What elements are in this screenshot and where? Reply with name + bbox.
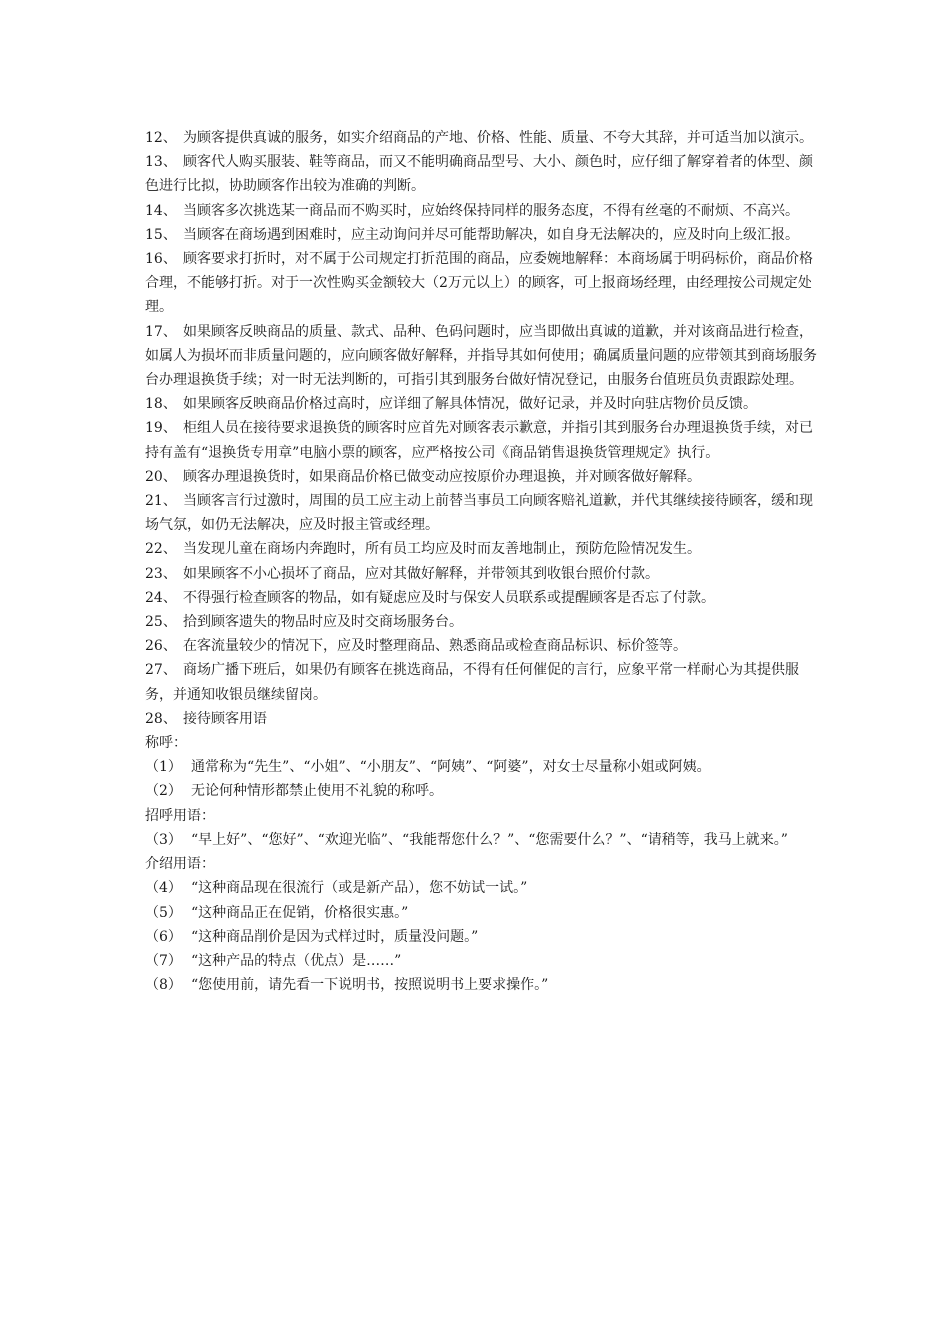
section-heading-greeting: 招呼用语： [145,807,215,824]
item-number: 21、 [145,493,177,510]
item-text: 如果顾客反映商品价格过高时，应详细了解具体情况，做好记录，并及时向驻店物价员反馈。 [183,396,757,413]
item-number: 16、 [145,251,177,268]
rule-item-28 [145,707,817,731]
item-number: 13、 [145,154,177,171]
phrase-item-7 [145,949,817,973]
phrase-text: “这种商品正在促销，价格很实惠。” [191,904,409,921]
item-text: 为顾客提供真诚的服务，如实介绍商品的产地、价格、性能、质量、不夸大其辞，并可适当加以演示。 [183,130,813,146]
item-number: 20、 [145,468,177,485]
rule-item-13 [145,150,817,198]
item-number: 23、 [145,565,177,582]
item-number: 22、 [145,541,177,558]
rule-item-15 [145,223,817,247]
rule-item-19 [145,416,817,464]
item-text: 商场广播下班后，如果仍有顾客在挑选商品，不得有任何催促的言行，应象平常一样耐心为其提供服务，并通知收银员继续留岗。 [145,662,799,703]
phrase-number: （2） [145,783,182,800]
item-number: 27、 [145,662,177,679]
item-text: 当顾客多次挑选某一商品而不购买时，应始终保持同样的服务态度，不得有丝毫的不耐烦、不高兴。 [183,202,799,219]
rule-item-27 [145,658,817,706]
rule-item-14 [145,199,817,223]
item-text: 接待顾客用语 [183,710,267,727]
item-text: 顾客要求打折时，对不属于公司规定打折范围的商品，应委婉地解释：本商场属于明码标价，商品价格合理，不能够打折。对于一次性购买金额较大（2万元以上）的顾客，可上报商场经理，由经理按公司规定处理。 [145,251,813,316]
phrase-item-5 [145,901,817,925]
item-number: 18、 [145,396,177,413]
rule-item-23 [145,562,817,586]
item-number: 25、 [145,614,177,631]
item-text: 当顾客在商场遇到困难时，应主动询问并尽可能帮助解决，如自身无法解决的，应及时向上级汇报。 [183,226,799,243]
document-body [145,126,817,997]
item-number: 15、 [145,226,177,243]
phrase-text: “早上好”、“您好”、“欢迎光临”、“我能帮您什么？”、“您需要什么？”、“请稍等，我马上就来。” [191,831,788,848]
phrase-number: （1） [145,759,182,776]
section-heading-intro: 介绍用语： [145,856,215,873]
phrase-number: （8） [145,977,182,994]
item-number: 19、 [145,420,177,437]
phrase-text: “您使用前，请先看一下说明书，按照说明书上要求操作。” [191,977,549,994]
item-number: 12、 [145,130,177,146]
section-heading-address: 称呼： [145,735,187,752]
phrase-number: （4） [145,880,182,897]
rule-item-24 [145,586,817,610]
item-text: 拾到顾客遗失的物品时应及时交商场服务台。 [183,614,463,631]
item-number: 24、 [145,589,177,606]
phrase-item-6 [145,925,817,949]
phrase-text: “这种商品现在很流行（或是新产品），您不妨试一试。” [191,880,528,897]
rule-item-17 [145,320,817,393]
phrase-item-2 [145,779,817,803]
rule-item-16 [145,247,817,320]
rule-item-21 [145,489,817,537]
rule-item-20 [145,465,817,489]
item-number: 17、 [145,323,177,340]
phrase-number: （5） [145,904,182,921]
item-text: 不得强行检查顾客的物品，如有疑虑应及时与保安人员联系或提醒顾客是否忘了付款。 [183,589,715,606]
phrase-number: （7） [145,952,182,969]
phrase-item-3 [145,828,817,852]
item-text: 顾客办理退换货时，如果商品价格已做变动应按原价办理退换，并对顾客做好解释。 [183,468,701,485]
phrase-number: （3） [145,831,182,848]
phrase-item-8 [145,973,817,997]
item-number: 14、 [145,202,177,219]
rule-item-12 [145,126,817,150]
phrase-text: 通常称为“先生”、“小姐”、“小朋友”、“阿姨”、“阿婆”，对女士尽量称小姐或阿姨。 [191,759,711,776]
item-text: 当发现儿童在商场内奔跑时，所有员工均应及时而友善地制止，预防危险情况发生。 [183,541,701,558]
item-number: 28、 [145,710,177,727]
rule-item-22 [145,537,817,561]
phrase-text: 无论何种情形都禁止使用不礼貌的称呼。 [191,783,443,800]
phrase-item-4 [145,876,817,900]
item-text: 当顾客言行过激时，周围的员工应主动上前替当事员工向顾客赔礼道歉，并代其继续接待顾客，缓和现场气氛，如仍无法解决，应及时报主管或经理。 [145,493,813,534]
item-text: 如果顾客不小心损坏了商品，应对其做好解释，并带领其到收银台照价付款。 [183,565,659,582]
item-text: 柜组人员在接待要求退换货的顾客时应首先对顾客表示歉意，并指引其到服务台办理退换货手续，对已持有盖有“退换货专用章”电脑小票的顾客，应严格按公司《商品销售退换货管理规定》执行。 [145,420,813,461]
item-text: 顾客代人购买服装、鞋等商品，而又不能明确商品型号、大小、颜色时，应仔细了解穿着者的体型、颜色进行比拟，协助顾客作出较为准确的判断。 [145,154,813,195]
phrase-text: “这种产品的特点（优点）是……” [191,952,402,969]
item-number: 26、 [145,638,177,655]
item-text: 如果顾客反映商品的质量、款式、品种、色码问题时，应当即做出真诚的道歉，并对该商品进行检查，如属人为损坏而非质量问题的，应向顾客做好解释，并指导其如何使用；确属质量问题的应带领其到商场服务台办理退换货手续；对一时无法判断的，可指引其到服务台做好情况登记，由服务台值班员负责跟踪处理。 [145,323,817,389]
phrase-number: （6） [145,928,182,945]
item-text: 在客流量较少的情况下，应及时整理商品、熟悉商品或检查商品标识、标价签等。 [183,638,687,655]
rule-item-26 [145,634,817,658]
rule-item-25 [145,610,817,634]
phrase-text: “这种商品削价是因为式样过时，质量没问题。” [191,928,479,945]
rule-item-18 [145,392,817,416]
phrase-item-1 [145,755,817,779]
